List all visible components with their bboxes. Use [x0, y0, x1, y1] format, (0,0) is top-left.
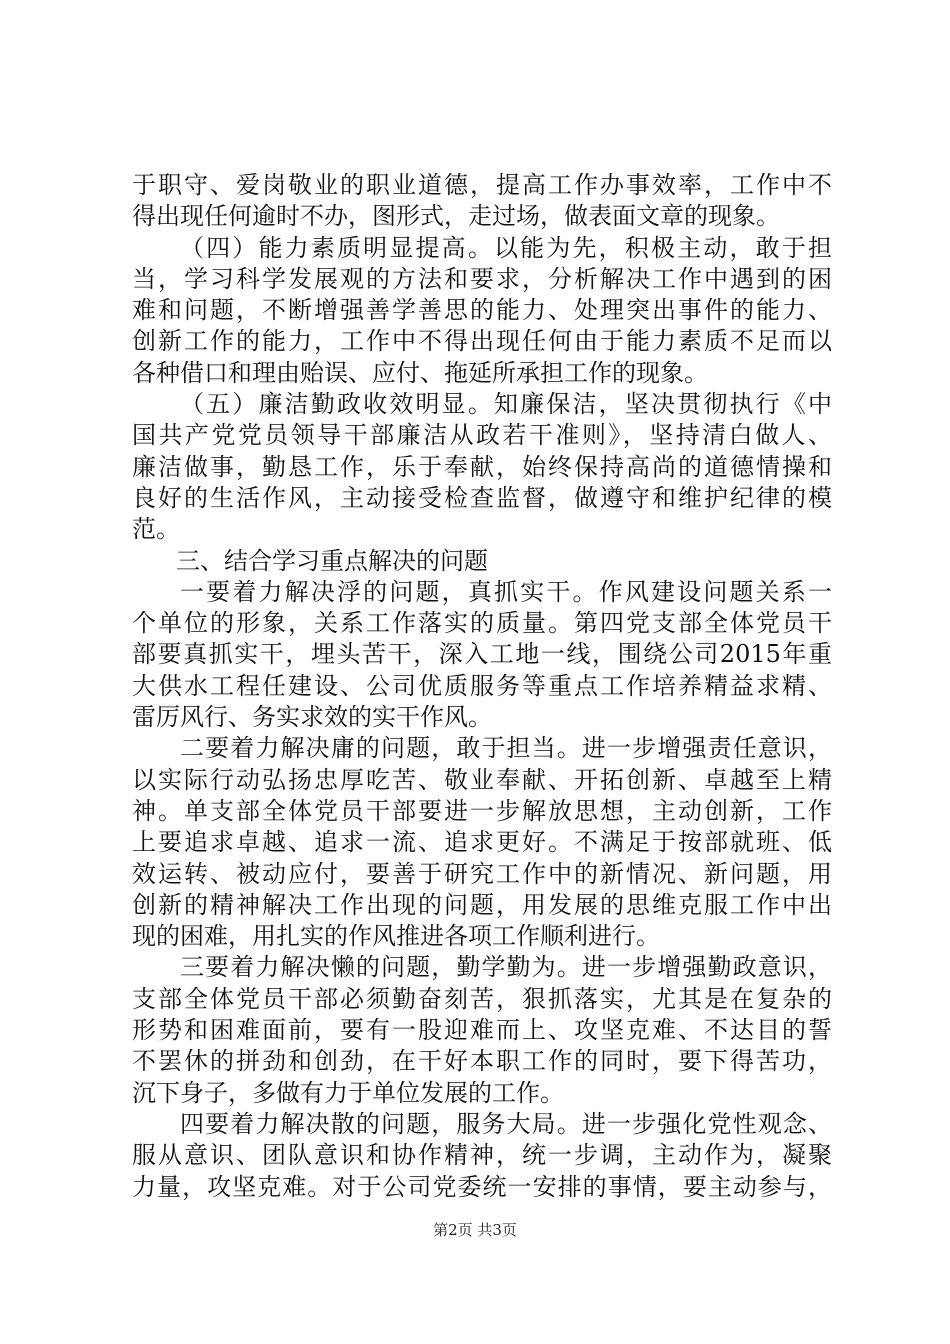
paragraph-start-line: 三要着力解决懒的问题，勤学勤为。进一步增强勤政意识，: [180, 953, 832, 982]
text-line: 沉下身子，多做有力于单位发展的工作。: [132, 1078, 564, 1107]
text-line: 廉洁做事，勤恳工作，乐于奉献，始终保持高尚的道德情操和: [132, 452, 832, 481]
paragraph-start-line: 二要着力解决庸的问题，敢于担当。进一步增强责任意识，: [180, 734, 832, 763]
section-heading: 三、结合学习重点解决的问题: [176, 546, 488, 575]
text-line: 神。单支部全体党员干部要进一步解放思想，主动创新，工作: [132, 796, 832, 825]
text-line: 效运转、被动应付，要善于研究工作中的新情况、新问题，用: [132, 859, 832, 888]
text-line: 良好的生活作风，主动接受检查监督，做遵守和维护纪律的模: [132, 483, 832, 512]
paragraph-start-line: 四要着力解决散的问题，服务大局。进一步强化党性观念、: [180, 1109, 832, 1138]
text-line: 部要真抓实干，埋头苦干，深入工地一线，围绕公司2015年重: [132, 640, 832, 669]
text-line: 力量，攻坚克难。对于公司党委统一安排的事情，要主动参与，: [132, 1172, 832, 1201]
paragraph-start-line: 一要着力解决浮的问题，真抓实干。作风建设问题关系一: [180, 577, 832, 606]
text-line: 得出现任何逾时不办，图形式，走过场，做表面文章的现象。: [132, 202, 780, 231]
text-line: 创新的精神解决工作出现的问题，用发展的思维克服工作中出: [132, 890, 832, 919]
text-line: 以实际行动弘扬忠厚吃苦、敬业奉献、开拓创新、卓越至上精: [132, 765, 832, 794]
paragraph-start-line: （五）廉洁勤政收效明显。知廉保洁，坚决贯彻执行《中: [180, 390, 832, 419]
text-line: 创新工作的能力，工作中不得出现任何由于能力素质不足而以: [132, 327, 832, 356]
text-line: 上要追求卓越、追求一流、追求更好。不满足于按部就班、低: [132, 828, 832, 857]
page-number-footer: 第2页 共3页: [433, 1221, 517, 1239]
text-line: 于职守、爱岗敬业的职业道德，提高工作办事效率，工作中不: [132, 171, 832, 199]
text-line: 个单位的形象，关系工作落实的质量。第四党支部全体党员干: [132, 609, 832, 638]
paragraph-start-line: （四）能力素质明显提高。以能为先，积极主动，敢于担: [180, 233, 832, 262]
text-line: 大供水工程任建设、公司优质服务等重点工作培养精益求精、: [132, 671, 832, 700]
text-line: 当，学习科学发展观的方法和要求，分析解决工作中遇到的困: [132, 264, 832, 293]
text-line: 各种借口和理由贻误、应付、拖延所承担工作的现象。: [132, 358, 708, 387]
text-line: 不罢休的拼劲和创劲，在干好本职工作的同时，要下得苦功，: [132, 1047, 832, 1076]
text-line: 服从意识、团队意识和协作精神，统一步调，主动作为，凝聚: [132, 1141, 832, 1170]
text-line: 雷厉风行、务实求效的实干作风。: [132, 703, 492, 732]
text-line: 形势和困难面前，要有一股迎难而上、攻坚克难、不达目的誓: [132, 1016, 832, 1045]
text-line: 范。: [132, 515, 180, 544]
text-line: 支部全体党员干部必须勤奋刻苦，狠抓落实，尤其是在复杂的: [132, 984, 832, 1013]
body-text: [132, 170, 832, 1203]
text-line: 现的困难，用扎实的作风推进各项工作顺利进行。: [132, 922, 660, 951]
text-line: 国共产党党员领导干部廉洁从政若干准则》，坚持清白做人、: [132, 421, 832, 450]
text-line: 难和问题，不断增强善学善思的能力、处理突出事件的能力、: [132, 296, 832, 325]
